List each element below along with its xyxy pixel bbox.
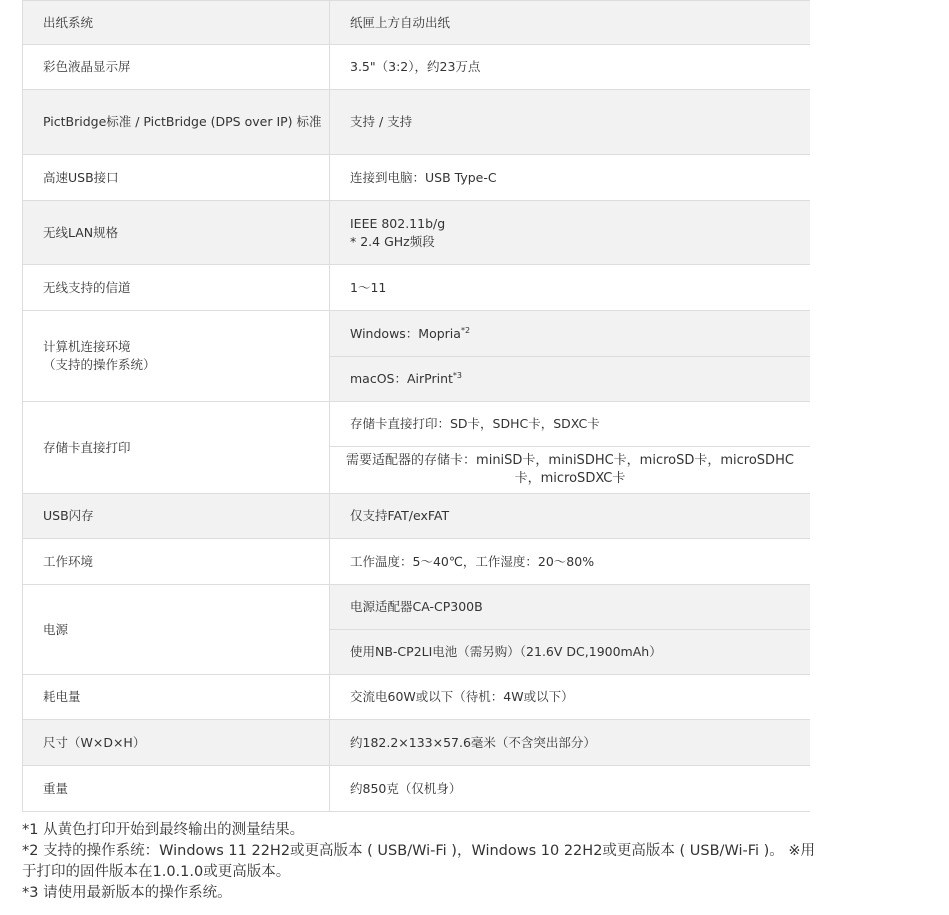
- spec-value-line: * 2.4 GHz频段: [350, 233, 435, 249]
- spec-label: 高速USB接口: [23, 155, 330, 201]
- spec-value: 需要适配器的存储卡：miniSD卡，miniSDHC卡，microSD卡，microSDHC卡，microSDXC卡: [330, 447, 811, 494]
- spec-value-line: IEEE 802.11b/g: [350, 215, 446, 231]
- footnote-1: *1 从黄色打印开始到最终输出的测量结果。: [22, 822, 305, 838]
- spec-label: 出纸系统: [23, 1, 330, 45]
- table-row: [23, 402, 811, 447]
- table-row: [23, 766, 811, 812]
- table-row: [23, 675, 811, 720]
- spec-value: [330, 357, 811, 402]
- spec-value: 交流电60W或以下（待机：4W或以下）: [330, 675, 811, 720]
- spec-value: 使用NB-CP2LI电池（需另购）（21.6V DC,1900mAh）: [330, 630, 811, 675]
- table-row: [23, 155, 811, 201]
- spec-value-text: macOS：AirPrint: [350, 371, 453, 386]
- spec-value: 约850克（仅机身）: [330, 766, 811, 812]
- spec-value: 约182.2×133×57.6毫米（不含突出部分）: [330, 720, 811, 766]
- table-row: [23, 1, 811, 45]
- footnote-2: *2 支持的操作系统：Windows 11 22H2或更高版本 ( USB/Wi-Fi )，Windows 10 22H2或更高版本 ( USB/Wi-Fi )。 ※用于打印的固件版本在1.0.1.0或更高版本。: [22, 843, 816, 880]
- spec-value: 支持 / 支持: [330, 90, 811, 155]
- spec-value: 存储卡直接打印：SD卡，SDHC卡，SDXC卡: [330, 402, 811, 447]
- spec-label: 电源: [23, 585, 330, 675]
- spec-value: 3.5"（3:2），约23万点: [330, 45, 811, 90]
- spec-value: [330, 201, 811, 265]
- spec-label-line: （支持的操作系统）: [43, 357, 156, 372]
- spec-label: 存储卡直接打印: [23, 402, 330, 494]
- spec-value-text: Windows：Mopria: [350, 325, 461, 341]
- spec-label: 工作环境: [23, 539, 330, 585]
- spec-value: 电源适配器CA-CP300B: [330, 585, 811, 630]
- table-row: [23, 311, 811, 357]
- spec-value: 1～11: [330, 265, 811, 311]
- spec-label: 彩色液晶显示屏: [23, 45, 330, 90]
- table-row: [23, 201, 811, 265]
- spec-value: 纸匣上方自动出纸: [330, 1, 811, 45]
- footnote-ref: *3: [452, 370, 462, 380]
- spec-label: 尺寸（W×D×H）: [23, 720, 330, 766]
- spec-label: USB闪存: [23, 494, 330, 539]
- table-row: [23, 720, 811, 766]
- spec-value: 仅支持FAT/exFAT: [330, 494, 811, 539]
- table-row: [23, 265, 811, 311]
- table-row: [23, 45, 811, 90]
- spec-label: 无线LAN规格: [23, 201, 330, 265]
- footnote-ref: *2: [460, 325, 471, 335]
- spec-label: 耗电量: [23, 675, 330, 720]
- spec-value: [330, 311, 811, 357]
- spec-label: [23, 311, 330, 402]
- spec-value: 工作温度：5～40℃，工作湿度：20～80%: [330, 539, 811, 585]
- table-row: [23, 90, 811, 155]
- table-row: [23, 539, 811, 585]
- footnote-3: *3 请使用最新版本的操作系统。: [22, 885, 232, 901]
- table-row: [23, 585, 811, 630]
- spec-label: 重量: [23, 766, 330, 812]
- spec-value: 连接到电脑：USB Type-C: [330, 155, 811, 201]
- spec-label-line: 计算机连接环境: [43, 339, 131, 354]
- table-row: [23, 494, 811, 539]
- footnotes: [22, 820, 822, 904]
- spec-table: [22, 0, 810, 812]
- spec-label: PictBridge标准 / PictBridge (DPS over IP) 标准: [23, 90, 330, 155]
- spec-label: 无线支持的信道: [23, 265, 330, 311]
